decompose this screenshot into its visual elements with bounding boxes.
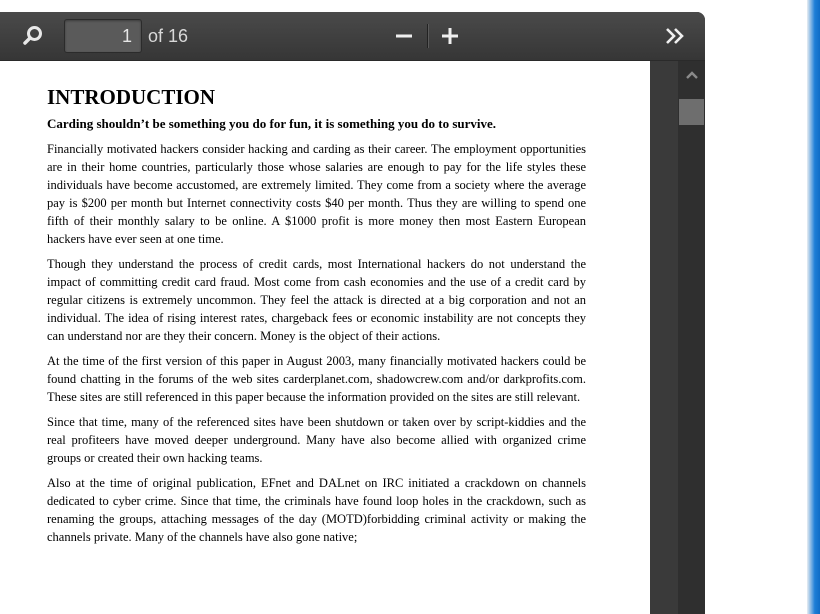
vertical-scrollbar[interactable] xyxy=(678,61,705,614)
paragraph: Though they understand the process of credit cards, most International hackers do not understand the impact of committing credit card fraud. Most come from cash economies and the use of a credit card by regular citizens is extremely uncommon. They feel the attack is directed at a big corporation and not an individual. The idea of rising interest rates, chargeback fees or economic instability are not concepts they can understand nor are they their concern. Money is the object of their actions. xyxy=(47,257,586,343)
double-chevron-right-icon xyxy=(664,26,686,46)
page-gutter xyxy=(650,61,678,614)
paragraph: Also at the time of original publication, EFnet and DALnet on IRC initiated a crackdown on channels dedicated to cyber crime. Since that time, the criminals have found loop holes in the crackdown, such as renaming the groups, attaching messages of the day (MOTD)forbidding criminal activity or making the channels private. Many of the channels have also gone native; xyxy=(47,476,586,544)
document-subheading: Carding shouldn’t be something you do for fun, it is something you do to survive. xyxy=(47,116,497,131)
scrollbar-thumb[interactable] xyxy=(679,99,704,125)
zoom-in-button[interactable] xyxy=(436,22,464,50)
zoom-out-button[interactable] xyxy=(390,22,418,50)
paragraph: At the time of the first version of this paper in August 2003, many financially motivated hackers could be found chatting in the forums of the web sites carderplanet.com, shadowcrew.com and/or darkprofits.com. These sites are still referenced in this paper because the information provided on the sites are still relevant. xyxy=(47,354,586,404)
toolbar xyxy=(0,12,705,61)
minus-icon xyxy=(394,26,414,46)
search-button[interactable] xyxy=(18,22,48,50)
zoom-divider xyxy=(427,24,429,48)
page-total-label: of 16 xyxy=(148,26,189,46)
document-heading: INTRODUCTION xyxy=(47,85,216,109)
plus-icon xyxy=(440,26,460,46)
page-number-input[interactable]: 1 xyxy=(64,19,142,53)
chevron-up-icon xyxy=(685,70,699,80)
search-icon xyxy=(22,25,44,47)
scroll-up-button[interactable] xyxy=(678,65,705,85)
background-window-edge xyxy=(807,0,820,614)
paragraph: Financially motivated hackers consider hacking and carding as their career. The employment opportunities are in their home countries, particularly those whose salaries are enough to pay for the life styles these individuals have become accustomed, are extremely limited. They come from a society where the average pay is $200 per month but Internet connectivity costs $40 per month. Thus they are willing to spend one fifth of their monthly salary to be online. A $1000 profit is more money then most Eastern European hackers have ever seen at one time. xyxy=(47,142,586,246)
document-content xyxy=(47,84,586,553)
more-tools-button[interactable] xyxy=(660,22,690,50)
paragraph: Since that time, many of the referenced sites have been shutdown or taken over by script-kiddies and the real profiteers have moved deeper underground. Many have also become allied with organized crime groups or created their own hacking teams. xyxy=(47,415,586,465)
